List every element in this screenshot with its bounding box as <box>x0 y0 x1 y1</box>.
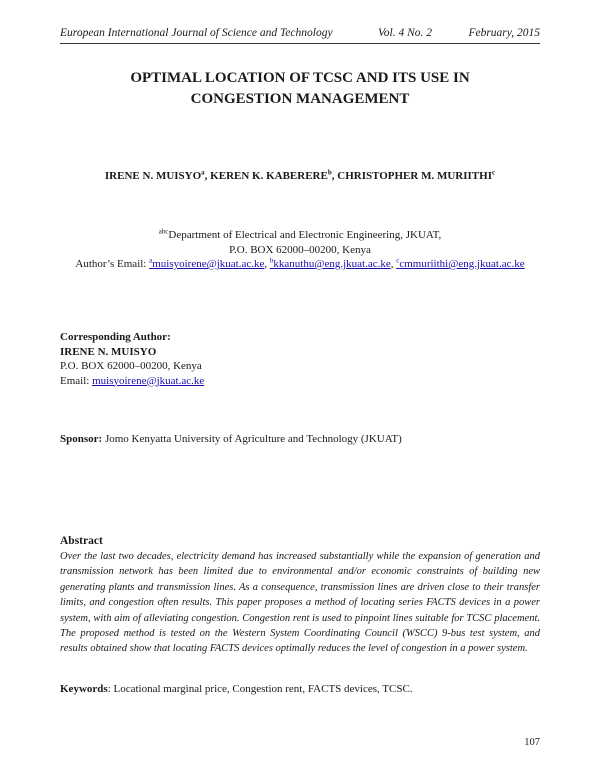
corresponding-name: IRENE N. MUISYO <box>60 345 157 358</box>
author-affiliation-mark: a <box>201 168 205 177</box>
author-separator: , <box>204 170 211 182</box>
affiliation-address: P.O. BOX 62000–00200, Kenya <box>229 243 371 256</box>
corresponding-email-link[interactable]: muisyoirene@jkuat.ac.ke <box>92 374 205 387</box>
affiliation-mark: abc <box>158 227 169 236</box>
abstract-text: Over the last two decades, electricity demand has increased substantially while the expansion of generation and transmission network has been limited due to environmental and/or economic constraints of building new generating plants and transmission lines. As a consequence, transmission lines are driven close to their transfer limits, and congestion often results. This paper proposes a method of locating series FACTS devices in a power system, with aim of alleviating congestion. Congestion rent is used to pinpoint lines suitable for TCSC placement. The proposed method is tested on the Western System Coordinating Council (WSCC) 9-bus test system, and results obtained show that locating FACTS devices optimally reduces the level of congestion in a power system. <box>60 551 540 655</box>
sponsor-text: Jomo Kenyatta University of Agriculture and Technology (JKUAT) <box>102 433 402 445</box>
email-mark: a <box>149 256 153 265</box>
publication-date: February, 2015 <box>468 27 540 39</box>
author-list <box>60 170 540 182</box>
affiliation-block <box>60 228 540 272</box>
paper-title <box>60 68 540 110</box>
email-address: cmmuriithi@eng.jkuat.ac.ke <box>399 258 525 270</box>
abstract-heading: Abstract <box>60 535 103 547</box>
author-email-link[interactable] <box>270 258 391 270</box>
author-affiliation-mark: c <box>491 168 496 177</box>
author-name: IRENE N. MUISYO <box>104 170 202 182</box>
volume-issue: Vol. 4 No. 2 <box>378 27 432 39</box>
corresponding-address: P.O. BOX 62000–00200, Kenya <box>60 360 202 372</box>
page-number: 107 <box>524 737 540 748</box>
corresponding-email-label: Email: <box>60 374 93 387</box>
author-separator: , <box>331 170 338 182</box>
email-address: kkanuthu@eng.jkuat.ac.ke <box>273 258 391 270</box>
sponsor-line <box>60 433 540 445</box>
email-mark: b <box>269 256 274 265</box>
keywords-text: : Locational marginal price, Congestion rent, FACTS devices, TCSC. <box>107 683 413 695</box>
sponsor-label: Sponsor: <box>60 433 103 445</box>
running-header <box>60 27 540 44</box>
email-label: Author’s Email: <box>75 258 150 270</box>
author-emails <box>60 257 540 272</box>
keywords-label: Keywords <box>60 683 108 695</box>
email-mark: c <box>396 256 400 265</box>
corresponding-author-block <box>60 330 540 388</box>
keywords-line <box>60 683 540 695</box>
author-name: CHRISTOPHER M. MURIITHI <box>337 170 492 182</box>
title-line: CONGESTION MANAGEMENT <box>190 91 410 107</box>
author-name: KEREN K. KABERERE <box>210 170 328 182</box>
author-affiliation-mark: b <box>327 168 332 177</box>
email-separator: , <box>264 258 270 270</box>
affiliation-line <box>60 228 540 243</box>
email-separator: , <box>390 258 397 270</box>
affiliation-department: Department of Electrical and Electronic Engineering, JKUAT, <box>168 229 442 241</box>
title-line: OPTIMAL LOCATION OF TCSC AND ITS USE IN <box>130 70 470 86</box>
author-email-link[interactable] <box>149 258 264 270</box>
corresponding-heading: Corresponding Author: <box>60 331 171 343</box>
author-email-link[interactable] <box>396 258 524 270</box>
email-address: muisyoirene@jkuat.ac.ke <box>152 258 265 270</box>
journal-name: European International Journal of Science and Technology <box>60 27 333 39</box>
corresponding-email <box>60 374 540 389</box>
